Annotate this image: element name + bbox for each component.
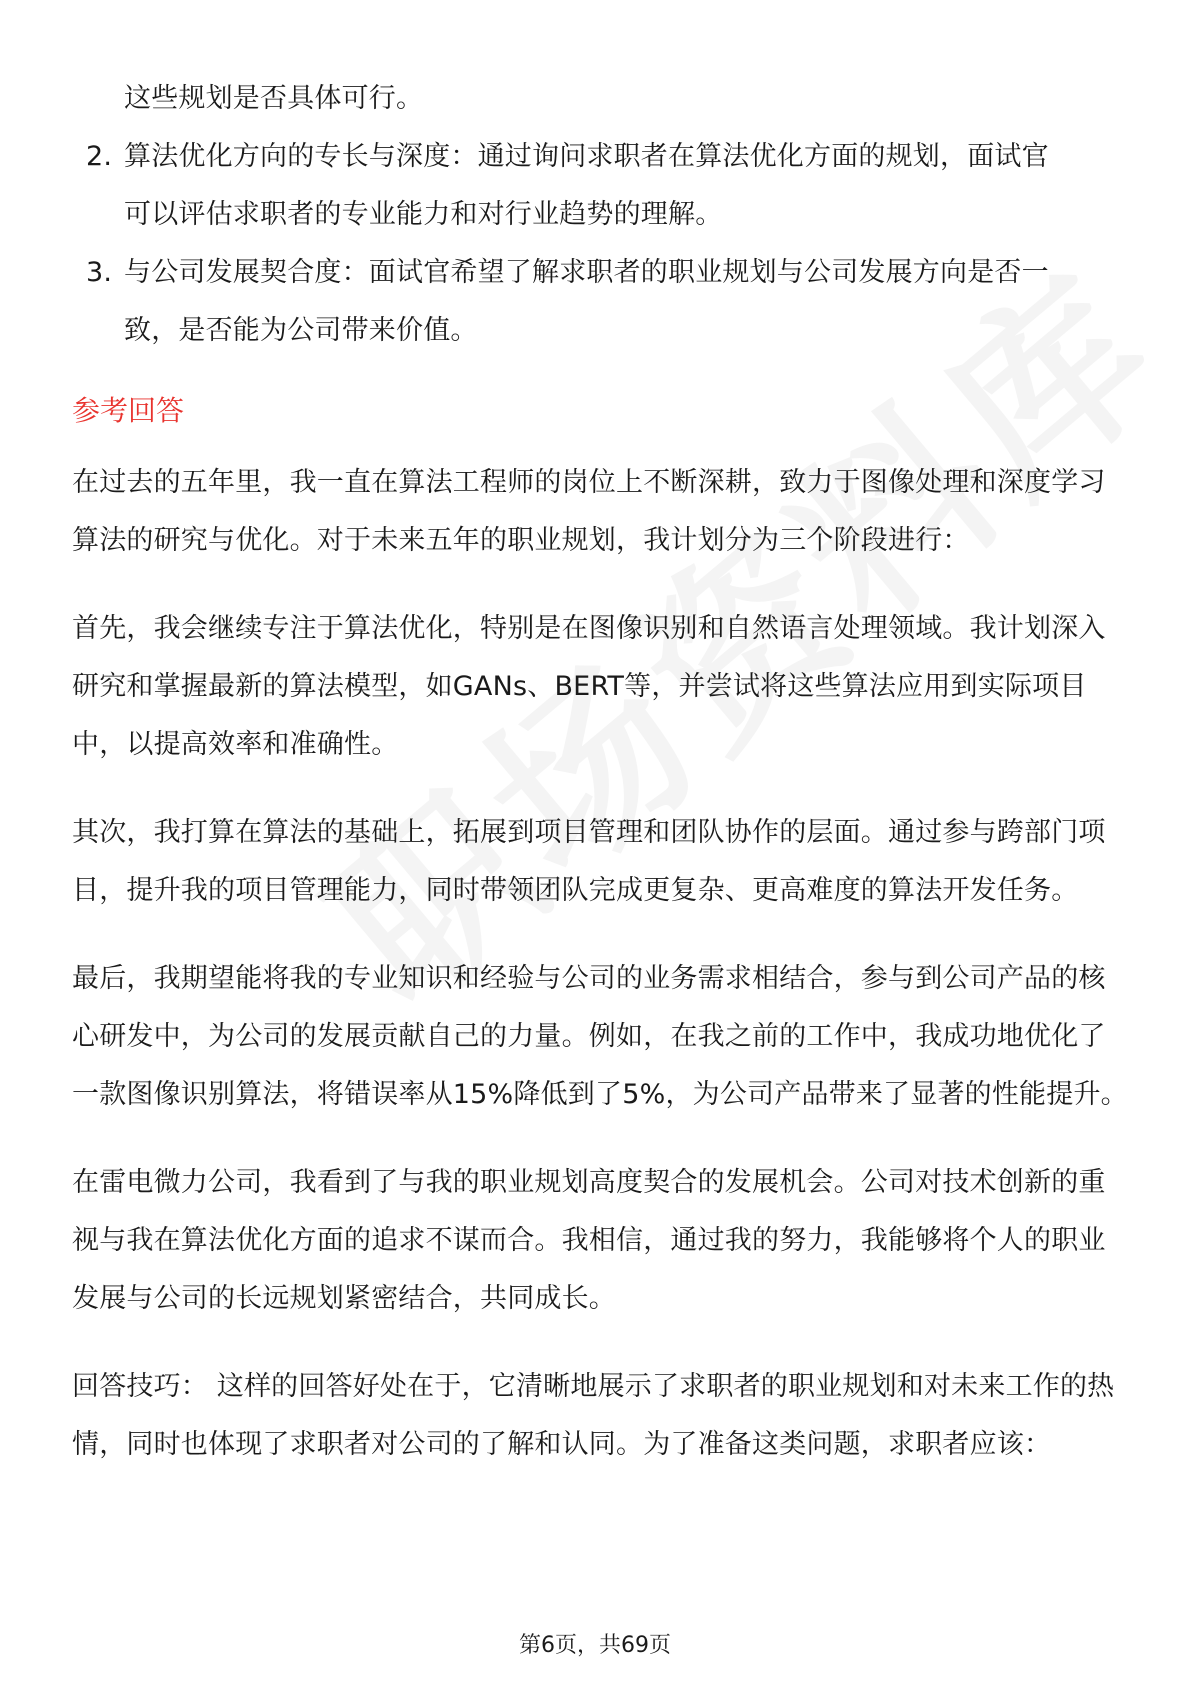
list-item-text: 与公司发展契合度：面试官希望了解求职者的职业规划与公司发展方向是否一: [124, 257, 1049, 288]
list-item-continuation: 这些规划是否具体可行。: [124, 83, 424, 114]
list-number: 2.: [86, 141, 113, 172]
list-number: 3.: [86, 257, 113, 288]
page-content: [72, 70, 1128, 1474]
answer-paragraph: 首先，我会继续专注于算法优化，特别是在图像识别和自然语言处理领域。我计划深入研究和掌握最新的算法模型，如GANs、BERT等，并尝试将这些算法应用到实际项目中，以提高效率和准确性。: [72, 613, 1106, 760]
answer-paragraph: 在雷电微力公司，我看到了与我的职业规划高度契合的发展机会。公司对技术创新的重视与我在算法优化方面的追求不谋而合。我相信，通过我的努力，我能够将个人的职业发展与公司的长远规划紧密结合，共同成长。: [72, 1167, 1106, 1314]
section-heading: 参考回答: [72, 394, 185, 427]
list-item: [72, 244, 1128, 302]
page-number: 第6页，共69页: [519, 1633, 671, 1658]
answer-paragraph: 其次，我打算在算法的基础上，拓展到项目管理和团队协作的层面。通过参与跨部门项目，提升我的项目管理能力，同时带领团队完成更复杂、更高难度的算法开发任务。: [72, 817, 1106, 906]
answer-paragraph: 最后，我期望能将我的专业知识和经验与公司的业务需求相结合，参与到公司产品的核心研发中，为公司的发展贡献自己的力量。例如，在我之前的工作中，我成功地优化了一款图像识别算法，将错误率从15%降低到了5%，为公司产品带来了显著的性能提升。: [72, 963, 1128, 1110]
list-item-text: 算法优化方向的专长与深度：通过询问求职者在算法优化方面的规划，面试官: [124, 141, 1049, 172]
list-item-continuation: 致，是否能为公司带来价值。: [124, 315, 478, 346]
list-item-continuation: 可以评估求职者的专业能力和对行业趋势的理解。: [124, 199, 723, 230]
list-item: [72, 128, 1128, 186]
answer-paragraph: 在过去的五年里，我一直在算法工程师的岗位上不断深耕，致力于图像处理和深度学习算法的研究与优化。对于未来五年的职业规划，我计划分为三个阶段进行：: [72, 467, 1106, 556]
tips-paragraph: 回答技巧： 这样的回答好处在于，它清晰地展示了求职者的职业规划和对未来工作的热情，同时也体现了求职者对公司的了解和认同。为了准备这类问题，求职者应该：: [72, 1371, 1115, 1460]
